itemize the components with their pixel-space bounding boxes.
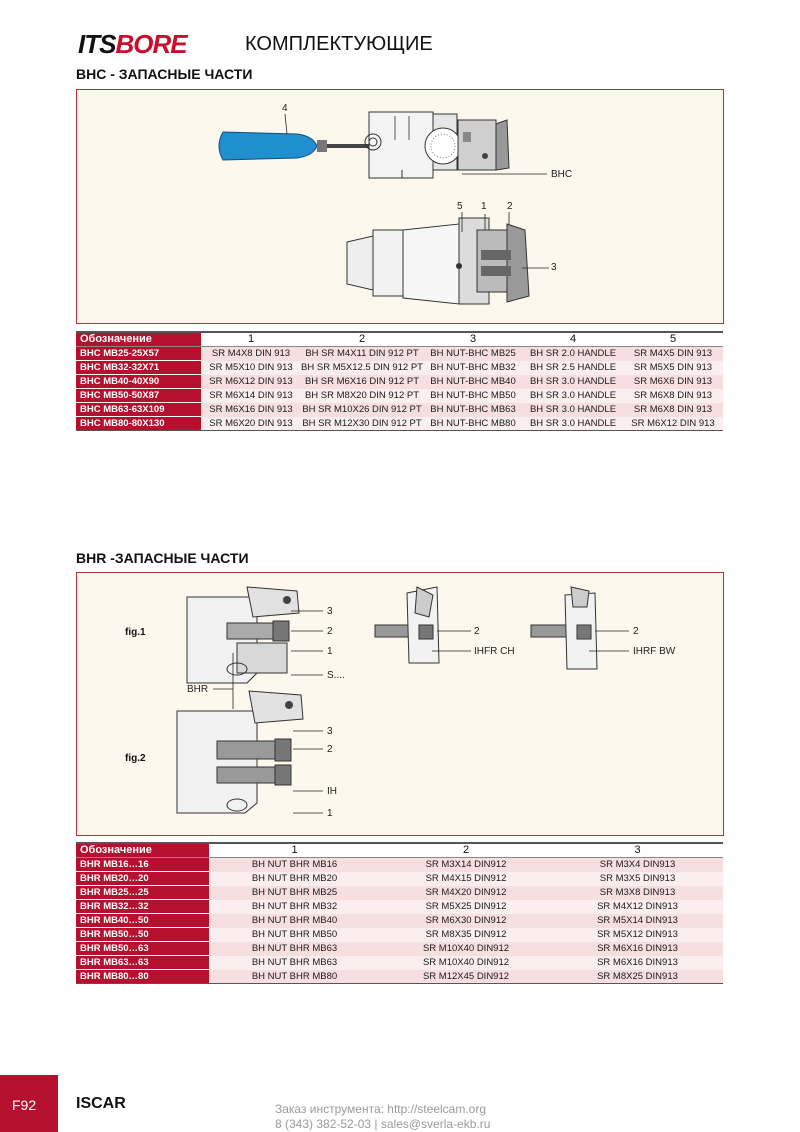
table-cell: BH NUT-BHC MB80 [423,417,523,431]
table-cell: SR M10X40 DIN912 [380,942,552,956]
table-cell: SR M5X5 DIN 913 [623,361,723,375]
callout-f1-2: 2 [327,626,333,637]
row-designation: BHR MB20…20 [76,872,209,886]
table-cell: SR M6X30 DIN912 [380,914,552,928]
table-cell: SR M4X15 DIN912 [380,872,552,886]
header-designation: Обозначение [76,332,201,347]
header-col-1: 1 [201,332,301,347]
order-link[interactable]: Заказ инструмента: http://steelcam.org [275,1102,487,1116]
bhc-bottom-body [347,212,549,304]
header-col-3: 3 [423,332,523,347]
table-cell: BH SR M12X30 DIN 912 PT [302,417,422,429]
header-col-1: 1 [209,843,380,858]
itsbore-logo [78,30,187,58]
table-cell: SR M6X14 DIN 913 [201,389,301,403]
table-cell: BH SR 2.0 HANDLE [523,347,623,361]
row-designation: BHC MB32-32X71 [76,361,201,375]
callout-f2-2: 2 [327,744,333,755]
logo-bore: BORE [115,29,187,59]
table-cell: BH NUT BHR MB50 [209,928,380,942]
table-cell: SR M6X12 DIN 913 [623,417,723,431]
callout-1: 1 [481,201,487,212]
row-designation: BHC MB63-63X109 [76,403,201,417]
table-cell: BH SR 2.5 HANDLE [523,361,623,375]
logo-its: ITS [78,29,116,59]
bhc-spares-table [76,331,723,431]
table-header-row [76,843,723,858]
table-cell: BH SR 3.0 HANDLE [523,403,623,417]
table-cell: SR M6X16 DIN913 [552,942,723,956]
bhc-section-title: BHC - ЗАПАСНЫЕ ЧАСТИ [76,66,253,82]
bhr-fig2-illustration [177,691,323,813]
bhr-drawing-panel [76,572,724,836]
table-cell: SR M6X8 DIN 913 [623,389,723,403]
callout-bhr: BHR [187,684,209,695]
header-col-5: 5 [623,332,723,347]
header-col-4: 4 [523,332,623,347]
table-cell: SR M12X45 DIN912 [380,970,552,984]
row-designation: BHR MB50…63 [76,942,209,956]
fig1-label: fig.1 [125,627,146,638]
table-cell: BH NUT-BHC MB25 [423,347,523,361]
row-designation: BHR MB63…63 [76,956,209,970]
table-cell: SR M3X5 DIN913 [552,872,723,886]
table-cell: BH SR M10X26 DIN 912 PT [302,404,422,415]
table-row [76,375,723,389]
bhc-drawing-panel [76,89,724,324]
header-designation: Обозначение [76,843,209,858]
bhr-drawing [77,573,723,835]
footer-contact [275,1102,490,1132]
table-row [76,858,723,872]
table-cell: SR M3X14 DIN912 [380,858,552,872]
table-row [76,942,723,956]
callout-ihfr-ch: IHFR CH [474,646,515,657]
table-cell: BH SR 3.0 HANDLE [523,375,623,389]
row-designation: BHC MB25-25X57 [76,347,201,361]
table-row [76,914,723,928]
header-col-3: 3 [552,843,723,858]
bhr-section-title: BHR -ЗАПАСНЫЕ ЧАСТИ [76,550,249,566]
table-row [76,928,723,942]
table-cell: SR M6X8 DIN 913 [623,403,723,417]
callout-f1-s: S.... [327,670,345,681]
table-row [76,417,723,431]
phone-email[interactable]: 8 (343) 382-52-03 | sales@sverla-ekb.ru [275,1117,491,1131]
table-cell: SR M8X25 DIN913 [552,970,723,984]
row-designation: BHR MB80…80 [76,970,209,984]
table-row [76,886,723,900]
table-cell: SR M3X4 DIN913 [552,858,723,872]
table-cell: SR M6X12 DIN 913 [201,375,301,389]
table-cell: BH NUT BHR MB32 [209,900,380,914]
page-number: F92 [12,1097,37,1113]
table-cell: SR M5X14 DIN913 [552,914,723,928]
table-row [76,956,723,970]
table-cell: SR M4X12 DIN913 [552,900,723,914]
row-designation: BHR MB40…50 [76,914,209,928]
table-cell: SR M4X8 DIN 913 [201,347,301,361]
table-cell: BH SR M6X16 DIN 912 PT [301,375,423,389]
row-designation: BHR MB32…32 [76,900,209,914]
callout-f2-ih: IH [327,786,337,797]
table-row [76,900,723,914]
table-cell: BH SR M5X12.5 DIN 912 PT [301,362,423,373]
table-cell: BH SR 3.0 HANDLE [523,417,623,431]
table-cell: BH NUT-BHC MB32 [423,361,523,375]
table-row [76,347,723,361]
table-cell: SR M5X25 DIN912 [380,900,552,914]
table-cell: SR M6X16 DIN913 [552,956,723,970]
table-row [76,403,723,417]
page-number-badge [0,1075,58,1132]
row-designation: BHR MB25…25 [76,886,209,900]
table-cell: BH NUT BHR MB63 [209,942,380,956]
table-cell: BH SR M4X11 DIN 912 PT [301,347,423,361]
table-cell: BH NUT-BHC MB50 [423,389,523,403]
table-row [76,389,723,403]
callout-4: 4 [282,103,288,114]
row-designation: BHC MB50-50X87 [76,389,201,403]
row-designation: BHR MB16…16 [76,858,209,872]
callout-5: 5 [457,201,463,212]
table-cell: SR M5X10 DIN 913 [201,361,301,375]
table-cell: BH NUT-BHC MB63 [423,403,523,417]
callout-f2-3: 3 [327,726,333,737]
table-cell: BH NUT BHR MB63 [209,956,380,970]
row-designation: BHR MB50…50 [76,928,209,942]
table-cell: BH NUT BHR MB80 [209,970,380,984]
callout-2: 2 [507,201,513,212]
table-cell: SR M4X5 DIN 913 [623,347,723,361]
table-cell: SR M4X20 DIN912 [380,886,552,900]
table-cell: SR M5X12 DIN913 [552,928,723,942]
table-cell: BH NUT BHR MB20 [209,872,380,886]
row-designation: BHC MB80-80X130 [76,417,201,431]
table-cell: SR M3X8 DIN913 [552,886,723,900]
page-title: КОМПЛЕКТУЮЩИЕ [245,33,433,55]
table-cell: SR M6X6 DIN 913 [623,375,723,389]
table-cell: BH NUT BHR MB16 [209,858,380,872]
table-cell: BH NUT-BHC MB40 [423,375,523,389]
table-row [76,970,723,984]
bhc-top-body [365,112,509,178]
callout-ihrf-2: 2 [633,626,639,637]
table-cell: BH SR M8X20 DIN 912 PT [301,389,423,403]
table-row [76,872,723,886]
row-designation: BHC MB40-40X90 [76,375,201,389]
table-cell: BH SR 3.0 HANDLE [523,389,623,403]
callout-f2-1: 1 [327,808,333,819]
ihrf-bw-illustration [531,587,629,669]
callout-f1-1: 1 [327,646,333,657]
header-col-2: 2 [380,843,552,858]
bhr-spares-table [76,842,723,984]
callout-bhc: BHC [551,169,573,180]
table-cell: BH NUT BHR MB25 [209,886,380,900]
callout-f1-3: 3 [327,606,333,617]
footer-brand: ISCAR [76,1095,126,1112]
bhc-drawing [77,90,723,323]
fig2-label: fig.2 [125,753,146,764]
table-cell: BH NUT BHR MB40 [209,914,380,928]
header-col-2: 2 [301,332,423,347]
table-row [76,361,723,375]
callout-ihfr-2: 2 [474,626,480,637]
table-header-row [76,332,723,347]
table-cell: SR M8X35 DIN912 [380,928,552,942]
table-cell: SR M6X20 DIN 913 [201,417,301,431]
table-cell: SR M6X16 DIN 913 [201,403,301,417]
callout-3: 3 [551,262,557,273]
callout-ihrf-bw: IHRF BW [633,646,676,657]
table-cell: SR M10X40 DIN912 [380,956,552,970]
ihfr-ch-illustration [375,587,471,663]
